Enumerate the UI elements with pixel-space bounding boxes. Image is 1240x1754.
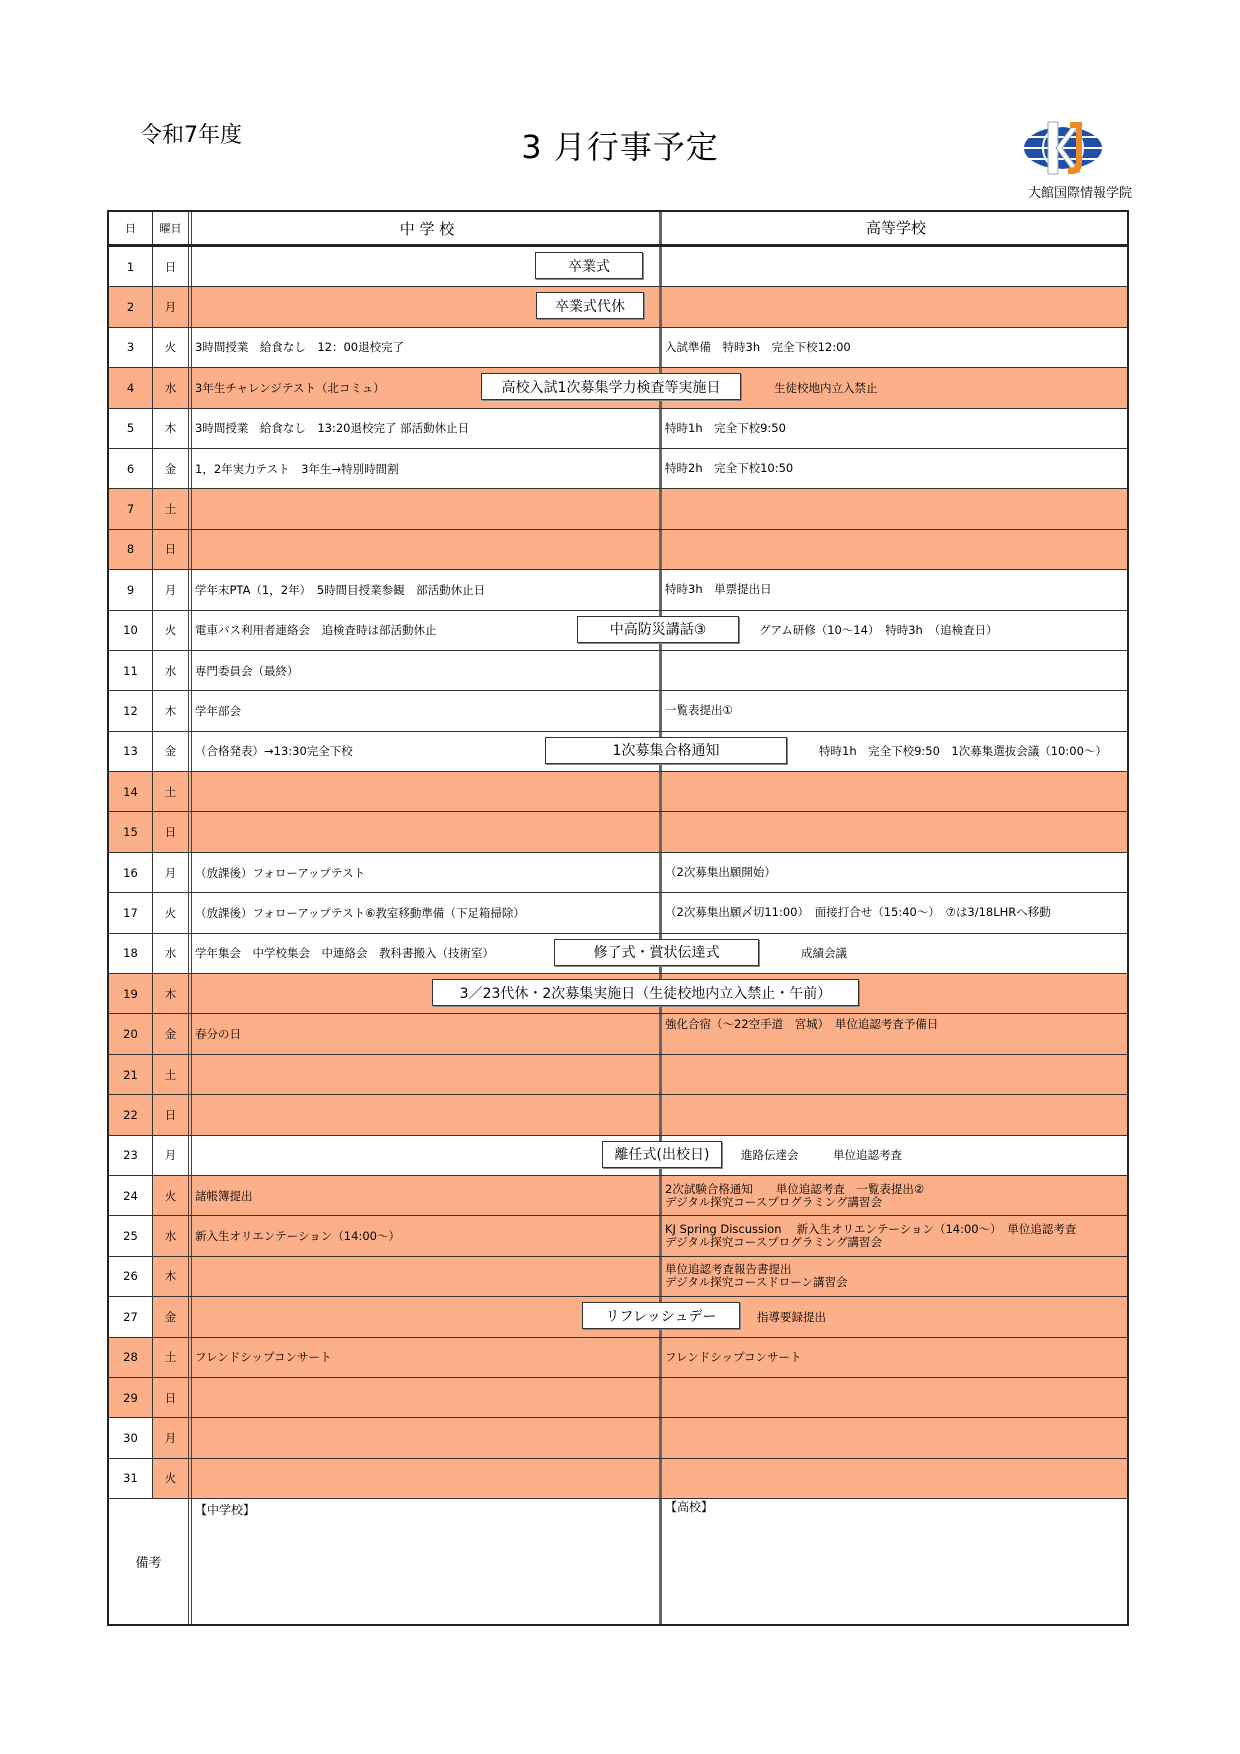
high-school-event-line: （2次募集出願〆切11:00） 面接打合せ（15:40～） ⑦は3/18LHRへ移動 — [665, 905, 1051, 920]
schedule-row — [109, 691, 1127, 731]
weekday: 火 — [153, 1459, 192, 1498]
schedule-row — [109, 1095, 1127, 1135]
high-school-event — [662, 1459, 1127, 1498]
junior-high-event — [192, 1055, 662, 1094]
weekday: 金 — [153, 1297, 192, 1336]
schedule-row — [109, 1257, 1127, 1297]
high-school-event — [662, 1095, 1127, 1134]
weekday: 日 — [153, 1095, 192, 1134]
weekday: 金 — [153, 1014, 192, 1053]
schedule-row — [109, 1014, 1127, 1054]
high-school-event — [662, 1176, 1127, 1215]
day-number: 4 — [109, 368, 153, 407]
high-school-event — [662, 1055, 1127, 1094]
schedule-row — [109, 287, 1127, 327]
weekday: 火 — [153, 611, 192, 650]
schedule-row — [109, 1459, 1127, 1499]
junior-high-event: 学年末PTA（1，2年） 5時間目授業参観 部活動休止日 — [192, 570, 662, 609]
notes-row — [109, 1499, 1127, 1624]
junior-high-event: 春分の日 — [192, 1014, 662, 1053]
day-number: 20 — [109, 1014, 153, 1053]
day-number: 15 — [109, 812, 153, 851]
weekday: 土 — [153, 1338, 192, 1377]
schedule-row — [109, 530, 1127, 570]
high-school-event-line: 一覧表提出① — [665, 703, 733, 718]
day-number: 31 — [109, 1459, 153, 1498]
junior-high-event: 1，2年実力テスト 3年生→特別時間割 — [192, 449, 662, 488]
weekday: 土 — [153, 772, 192, 811]
high-school-note: 指導要録提出 — [757, 1309, 826, 1324]
weekday: 日 — [153, 247, 192, 286]
schedule-row — [109, 893, 1127, 933]
junior-high-event: 諸帳簿提出 — [192, 1176, 662, 1215]
junior-high-event: 3年生チャレンジテスト（北コミュ） — [192, 368, 662, 407]
schedule-row — [109, 570, 1127, 610]
shared-event-banner: 1次募集合格通知 — [545, 737, 787, 764]
junior-high-event — [192, 1257, 662, 1296]
schedule-row — [109, 1176, 1127, 1216]
junior-high-event — [192, 1095, 662, 1134]
day-number: 5 — [109, 409, 153, 448]
high-school-event — [662, 691, 1127, 730]
weekday: 木 — [153, 974, 192, 1013]
high-school-event-line: （2次募集出願開始） — [665, 865, 776, 880]
high-school-event — [662, 651, 1127, 690]
fiscal-year: 令和7年度 — [140, 123, 242, 148]
junior-high-event — [192, 1136, 662, 1175]
day-number: 27 — [109, 1297, 153, 1336]
notes-high-school: 【高校】 — [665, 1500, 714, 1515]
schedule-row — [109, 974, 1127, 1014]
day-number: 12 — [109, 691, 153, 730]
high-school-event — [662, 1014, 1127, 1053]
schedule-row — [109, 1055, 1127, 1095]
junior-high-event: 学年部会 — [192, 691, 662, 730]
high-school-event — [662, 489, 1127, 528]
high-school-event-line: 単位追認考査報告書提出 — [665, 1262, 792, 1277]
weekday: 木 — [153, 691, 192, 730]
high-school-event — [662, 1216, 1127, 1255]
junior-high-event — [192, 1378, 662, 1417]
junior-high-event: 電車バス利用者連絡会 追検査時は部活動休止 — [192, 611, 662, 650]
header-day: 日 — [109, 212, 153, 244]
schedule-row — [109, 1338, 1127, 1378]
header-high-school: 高等学校 — [865, 218, 926, 237]
schedule-row — [109, 1418, 1127, 1458]
day-number: 11 — [109, 651, 153, 690]
schedule-row — [109, 489, 1127, 529]
junior-high-event: 3時間授業 給食なし 13:20退校完了 部活動休止日 — [192, 409, 662, 448]
weekday: 火 — [153, 893, 192, 932]
high-school-event — [662, 530, 1127, 569]
day-number: 24 — [109, 1176, 153, 1215]
weekday: 水 — [153, 651, 192, 690]
table-header-row — [109, 212, 1127, 247]
day-number: 28 — [109, 1338, 153, 1377]
day-number: 19 — [109, 974, 153, 1013]
day-number: 3 — [109, 328, 153, 367]
weekday: 日 — [153, 1378, 192, 1417]
weekday: 水 — [153, 368, 192, 407]
shared-event-banner: リフレッシュデー — [582, 1302, 740, 1329]
page-title: 3 月行事予定 — [521, 128, 719, 166]
shared-event-banner: 卒業式代休 — [536, 292, 644, 319]
high-school-event-line: 強化合宿（～22空手道 宮城） 単位追認考査予備日 — [665, 1017, 939, 1032]
weekday: 木 — [153, 1257, 192, 1296]
high-school-note: 進路伝達会 単位追認考査 — [741, 1148, 902, 1163]
high-school-event-line: デジタル探究コースドローン講習会 — [665, 1275, 848, 1290]
day-number: 13 — [109, 732, 153, 771]
schedule-row — [109, 651, 1127, 691]
event-schedule-table — [107, 210, 1129, 1626]
school-name: 大館国際情報学院 — [1027, 186, 1132, 201]
junior-high-event: 3時間授業 給食なし 12：00退校完了 — [192, 328, 662, 367]
weekday: 日 — [153, 530, 192, 569]
high-school-event — [662, 409, 1127, 448]
weekday: 水 — [153, 934, 192, 973]
high-school-event-line: KJ Spring Discussion 新入生オリエンテーション（14:00～） 単位追認考査 — [665, 1222, 1077, 1237]
weekday: 月 — [153, 1136, 192, 1175]
day-number: 2 — [109, 287, 153, 326]
header-weekday: 曜日 — [153, 212, 192, 244]
junior-high-event: （放課後）フォローアップテスト⑥教室移動準備（下足箱掃除） — [192, 893, 662, 932]
shared-event-banner: 卒業式 — [535, 252, 643, 279]
schedule-row — [109, 1378, 1127, 1418]
high-school-note: グアム研修（10～14） 特時3h （追検査日） — [759, 623, 998, 638]
junior-high-event: 学年集会 中学校集会 中連絡会 教科書搬入（技術室） — [192, 934, 662, 973]
weekday: 月 — [153, 1418, 192, 1457]
high-school-event-line: 2次試験合格通知 単位追認考査 一覧表提出② — [665, 1181, 925, 1196]
weekday: 金 — [153, 449, 192, 488]
day-number: 14 — [109, 772, 153, 811]
schedule-row — [109, 732, 1127, 772]
high-school-note: 生徒校地内立入禁止 — [774, 380, 878, 395]
weekday: 日 — [153, 812, 192, 851]
high-school-event-line: フレンドシップコンサート — [665, 1349, 802, 1364]
junior-high-event — [192, 772, 662, 811]
schedule-row — [109, 368, 1127, 408]
shared-event-banner: 離任式(出校日) — [602, 1141, 722, 1168]
schedule-row — [109, 934, 1127, 974]
high-school-event-line: デジタル探究コースプログラミング講習会 — [665, 1235, 883, 1250]
high-school-event — [662, 1257, 1127, 1296]
schedule-row — [109, 247, 1127, 287]
weekday: 木 — [153, 409, 192, 448]
weekday: 月 — [153, 287, 192, 326]
schedule-row — [109, 853, 1127, 893]
high-school-note: 特時1h 完全下校9:50 1次募集選抜会議（10:00～） — [819, 744, 1107, 759]
high-school-event — [662, 287, 1127, 326]
shared-event-banner: 3／23代休・2次募集実施日（生徒校地内立入禁止・午前） — [432, 979, 859, 1006]
junior-high-event: 専門委員会（最終） — [192, 651, 662, 690]
high-school-event-line: 特時1h 完全下校9:50 — [665, 420, 786, 435]
day-number: 18 — [109, 934, 153, 973]
high-school-event — [662, 328, 1127, 367]
high-school-event — [662, 812, 1127, 851]
junior-high-event: （放課後）フォローアップテスト — [192, 853, 662, 892]
shared-event-banner: 修了式・賞状伝達式 — [554, 939, 759, 966]
schedule-row — [109, 812, 1127, 852]
high-school-note: 成績会議 — [801, 946, 847, 961]
day-number: 16 — [109, 853, 153, 892]
high-school-event-line: 入試準備 特時3h 完全下校12:00 — [665, 339, 851, 354]
weekday: 火 — [153, 1176, 192, 1215]
high-school-event-line: デジタル探究コースプログラミング講習会 — [665, 1194, 883, 1209]
shared-event-banner: 中高防災講話③ — [577, 616, 739, 643]
junior-high-event — [192, 1418, 662, 1457]
junior-high-event: 新入生オリエンテーション（14:00～） — [192, 1216, 662, 1255]
schedule-row — [109, 1297, 1127, 1337]
high-school-event — [662, 772, 1127, 811]
junior-high-event — [192, 489, 662, 528]
high-school-event — [662, 893, 1127, 932]
junior-high-event: （合格発表）→13:30完全下校 — [192, 732, 662, 771]
schedule-row — [109, 409, 1127, 449]
high-school-event — [662, 1418, 1127, 1457]
high-school-event-line: 特時3h 単票提出日 — [665, 582, 772, 597]
schedule-row — [109, 1136, 1127, 1176]
high-school-event-line: 特時2h 完全下校10:50 — [665, 461, 794, 476]
weekday: 土 — [153, 1055, 192, 1094]
day-number: 21 — [109, 1055, 153, 1094]
day-number: 29 — [109, 1378, 153, 1417]
high-school-event — [662, 247, 1127, 286]
weekday: 月 — [153, 853, 192, 892]
notes-label: 備考 — [109, 1499, 192, 1624]
high-school-event — [662, 570, 1127, 609]
day-number: 8 — [109, 530, 153, 569]
day-number: 10 — [109, 611, 153, 650]
day-number: 30 — [109, 1418, 153, 1457]
schedule-row — [109, 449, 1127, 489]
day-number: 23 — [109, 1136, 153, 1175]
junior-high-event — [192, 812, 662, 851]
weekday: 土 — [153, 489, 192, 528]
junior-high-event — [192, 1459, 662, 1498]
schedule-row — [109, 328, 1127, 368]
high-school-event — [662, 1378, 1127, 1417]
high-school-event — [662, 1338, 1127, 1377]
kj-globe-logo-icon — [1008, 118, 1118, 178]
weekday: 水 — [153, 1216, 192, 1255]
schedule-row — [109, 772, 1127, 812]
day-number: 1 — [109, 247, 153, 286]
header-junior-high: 中 学 校 — [192, 212, 662, 244]
day-number: 17 — [109, 893, 153, 932]
junior-high-event: フレンドシップコンサート — [192, 1338, 662, 1377]
day-number: 25 — [109, 1216, 153, 1255]
day-number: 7 — [109, 489, 153, 528]
day-number: 22 — [109, 1095, 153, 1134]
weekday: 金 — [153, 732, 192, 771]
junior-high-event — [192, 530, 662, 569]
schedule-row — [109, 1216, 1127, 1256]
weekday: 月 — [153, 570, 192, 609]
notes-junior-high: 【中学校】 — [192, 1499, 662, 1624]
day-number: 6 — [109, 449, 153, 488]
schedule-row — [109, 611, 1127, 651]
weekday: 火 — [153, 328, 192, 367]
high-school-event — [662, 853, 1127, 892]
high-school-event — [662, 449, 1127, 488]
day-number: 26 — [109, 1257, 153, 1296]
day-number: 9 — [109, 570, 153, 609]
shared-event-banner: 高校入試1次募集学力検査等実施日 — [481, 373, 741, 400]
